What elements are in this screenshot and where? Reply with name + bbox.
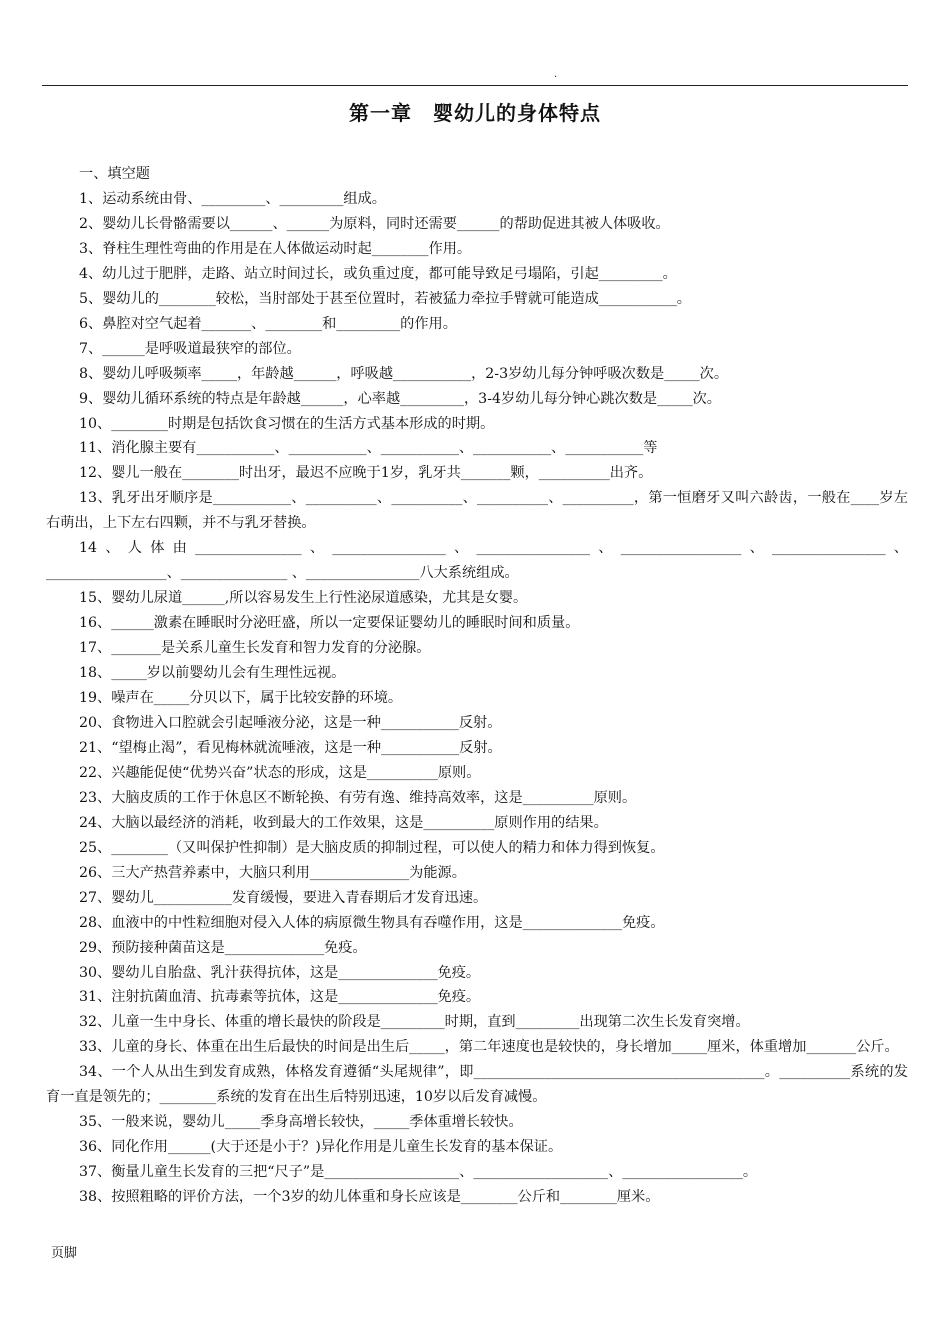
question-22: 22、兴趣能促使“优势兴奋”状态的形成，这是__________原则。 [79, 764, 481, 781]
question-33: 33、儿童的身长、体重在出生后最快的时间是出生后_____，第二年速度也是较快的，身长增加_____厘米，体重增加_______公斤。 [79, 1039, 899, 1056]
question-23: 23、大脑皮质的工作于休息区不断轮换、有劳有逸、维持高效率，这是__________原则。 [79, 789, 637, 806]
question-31: 31、注射抗菌血清、抗毒素等抗体，这是______________免疫。 [79, 989, 481, 1006]
header-mark: . [554, 69, 558, 80]
exercise-body [46, 162, 908, 1210]
question-25: 25、________（又叫保护性抑制）是大脑皮质的抑制过程，可以使人的精力和体力得到恢复。 [79, 839, 665, 856]
question-16: 16、______激素在睡眠时分泌旺盛，所以一定要保证婴幼儿的睡眠时间和质量。 [79, 615, 580, 632]
question-17: 17、_______是关系儿童生长发育和智力发育的分泌腺。 [79, 640, 431, 657]
question-34: 34、一个人从出生到发育成熟，体格发育遵循“头尾规律”，即_________________________________________。__________系统的发育一直是领先的；________系统的发育在出生后特别迅速，10岁以后发育减慢。 [46, 1064, 908, 1106]
question-list [46, 187, 908, 1210]
question-18: 18、_____岁以前婴幼儿会有生理性远视。 [79, 665, 346, 682]
question-10: 10、________时期是包括饮食习惯在的生活方式基本形成的时期。 [79, 415, 495, 432]
question-35: 35、一般来说，婴幼儿_____季身高增长较快，_____季体重增长较快。 [79, 1114, 523, 1131]
question-15: 15、婴幼儿尿道______,所以容易发生上行性泌尿道感染，尤其是女婴。 [79, 590, 528, 607]
question-24: 24、大脑以最经济的消耗，收到最大的工作效果，这是__________原则作用的结果。 [79, 814, 608, 831]
question-32: 32、儿童一生中身长、体重的增长最快的阶段是_________时期，直到_________出现第二次生长发育突增。 [79, 1014, 750, 1031]
question-4: 4、幼儿过于肥胖，走路、站立时间过长，或负重过度，都可能导致足弓塌陷，引起_________。 [79, 265, 677, 282]
question-20: 20、食物进入口腔就会引起唾液分泌，这是一种___________反射。 [79, 714, 502, 731]
question-27: 27、婴幼儿___________发育缓慢，要进入青春期后才发育迅速。 [79, 889, 488, 906]
question-5: 5、婴幼儿的________较松，当肘部处于甚至位置时，若被猛力牵拉手臂就可能造成___________。 [79, 290, 691, 307]
question-37: 37、衡量儿童生长发育的三把“尺子”是___________________、___________________、_________________。 [79, 1164, 758, 1181]
question-14: 14、人体由_______________、________________、________________、_________________、________________、_________________、_______________ 、________________八大系统组成。 [46, 540, 908, 582]
question-11: 11、消化腺主要有___________、___________、___________、___________、___________等 [79, 440, 658, 457]
question-1: 1、运动系统由骨、_________、_________组成。 [79, 190, 386, 207]
question-8: 8、婴幼儿呼吸频率_____，年龄越______，呼吸越___________，2-3岁幼儿每分钟呼吸次数是_____次。 [79, 365, 729, 382]
question-13: 13、乳牙出牙顺序是___________、__________、__________、__________、__________，第一恒磨牙又叫六龄齿，一般在____岁左右萌出，上下左右四颗，并不与乳牙替换。 [46, 490, 908, 532]
question-21: 21、“望梅止渴”，看见梅林就流唾液，这是一种___________反射。 [79, 739, 502, 756]
question-6: 6、鼻腔对空气起着_______、________和_________的作用。 [79, 315, 457, 332]
question-2: 2、婴幼儿长骨骼需要以______、______为原料，同时还需要______的帮助促进其被人体吸收。 [79, 215, 670, 232]
question-30: 30、婴幼儿自胎盘、乳汁获得抗体，这是______________免疫。 [79, 964, 481, 981]
question-7: 7、______是呼吸道最狭窄的部位。 [79, 340, 301, 357]
header-rule [42, 85, 908, 86]
page-footer: 页脚 [51, 1246, 78, 1261]
question-38: 38、按照粗略的评价方法，一个3岁的幼儿体重和身长应该是________公斤和________厘米。 [79, 1189, 660, 1206]
question-36: 36、同化作用______(大于还是小于？)异化作用是儿童生长发育的基本保证。 [79, 1139, 563, 1156]
section-heading: 一、填空题 [79, 166, 150, 182]
chapter-title: 第一章 婴幼儿的身体特点 [349, 101, 601, 125]
question-29: 29、预防接种菌苗这是______________免疫。 [79, 939, 367, 956]
question-9: 9、婴幼儿循环系统的特点是年龄越______，心率越_________，3-4岁幼儿每分钟心跳次数是_____次。 [79, 390, 721, 407]
question-26: 26、三大产热营养素中，大脑只利用______________为能源。 [79, 864, 466, 881]
question-3: 3、脊柱生理性弯曲的作用是在人体做运动时起________作用。 [79, 240, 472, 257]
question-19: 19、噪声在_____分贝以下，属于比较安静的环境。 [79, 690, 403, 707]
question-28: 28、血液中的中性粒细胞对侵入人体的病原微生物具有吞噬作用，这是______________免疫。 [79, 914, 665, 931]
question-12: 12、婴儿一般在________时出牙，最迟不应晚于1岁，乳牙共_______颗，__________出齐。 [79, 465, 653, 482]
